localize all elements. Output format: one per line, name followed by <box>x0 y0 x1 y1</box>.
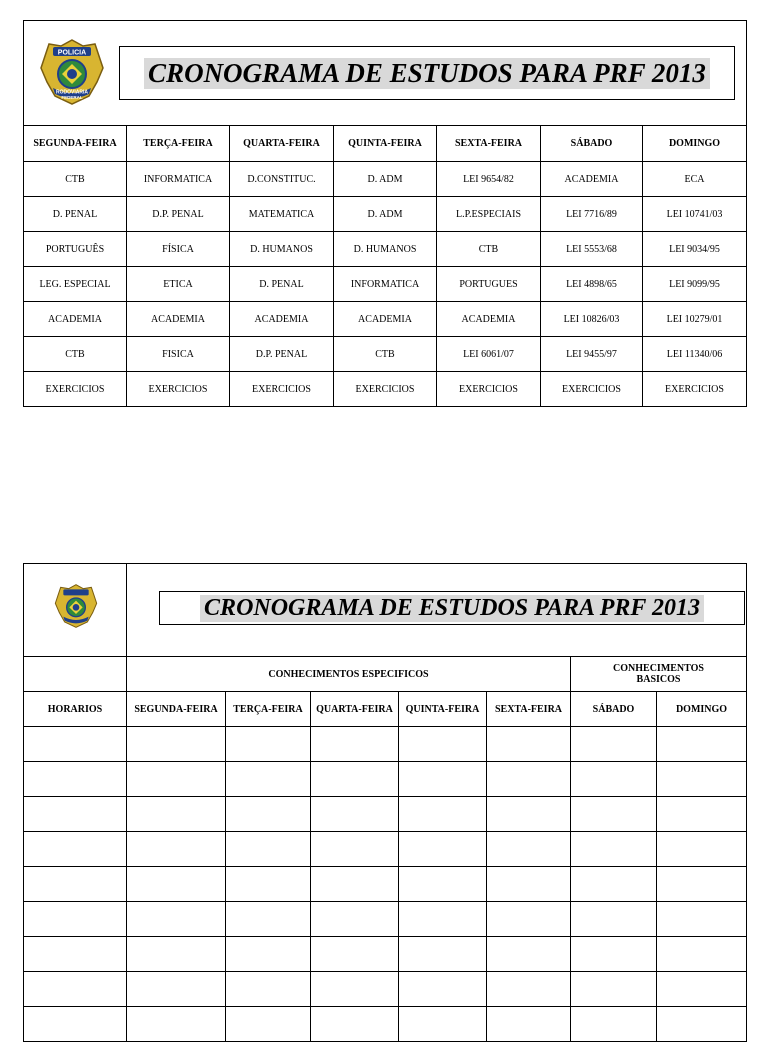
empty-cell[interactable] <box>571 1007 657 1042</box>
subject-cell: INFORMATICA <box>127 162 230 197</box>
subject-cell: LEI 9654/82 <box>437 162 541 197</box>
empty-cell[interactable] <box>399 832 487 867</box>
subject-cell: LEI 6061/07 <box>437 337 541 372</box>
empty-cell[interactable] <box>127 1007 226 1042</box>
empty-cell[interactable] <box>657 727 747 762</box>
schedule-table-2 <box>23 563 747 1042</box>
day-header: QUINTA-FEIRA <box>399 692 487 727</box>
subject-cell: D. ADM <box>334 197 437 232</box>
empty-cell[interactable] <box>657 972 747 1007</box>
subject-cell: LEG. ESPECIAL <box>24 267 127 302</box>
subject-cell: ACADEMIA <box>437 302 541 337</box>
section-specific: CONHECIMENTOS ESPECIFICOS <box>127 657 571 692</box>
day-header: TERÇA-FEIRA <box>226 692 311 727</box>
day-header: DOMINGO <box>657 692 747 727</box>
subject-cell: ACADEMIA <box>541 162 643 197</box>
day-header: DOMINGO <box>643 126 747 162</box>
subject-cell: LEI 9099/95 <box>643 267 747 302</box>
empty-cell[interactable] <box>399 727 487 762</box>
empty-cell[interactable] <box>487 902 571 937</box>
badge-bottom2-text: FEDERAL <box>61 95 83 100</box>
day-header: TERÇA-FEIRA <box>127 126 230 162</box>
empty-cell[interactable] <box>487 762 571 797</box>
table-row <box>24 797 747 832</box>
table-row <box>24 1007 747 1042</box>
empty-cell[interactable] <box>571 937 657 972</box>
empty-cell[interactable] <box>226 1007 311 1042</box>
day-header: SEGUNDA-FEIRA <box>24 126 127 162</box>
subject-cell: CTB <box>24 162 127 197</box>
empty-cell[interactable] <box>24 727 127 762</box>
table-row <box>24 937 747 972</box>
empty-cell[interactable] <box>571 832 657 867</box>
day-header: QUARTA-FEIRA <box>230 126 334 162</box>
prf-badge-icon <box>39 38 105 106</box>
subject-cell: CTB <box>334 337 437 372</box>
empty-cell[interactable] <box>657 1007 747 1042</box>
subject-cell: ACADEMIA <box>127 302 230 337</box>
empty-cell[interactable] <box>127 972 226 1007</box>
subject-cell: D. PENAL <box>24 197 127 232</box>
subject-cell: D. HUMANOS <box>230 232 334 267</box>
day-header: SEXTA-FEIRA <box>437 126 541 162</box>
empty-cell[interactable] <box>399 1007 487 1042</box>
subject-cell: EXERCICIOS <box>643 372 747 407</box>
empty-cell[interactable] <box>226 727 311 762</box>
table-row <box>24 972 747 1007</box>
subject-cell: LEI 10279/01 <box>643 302 747 337</box>
subject-cell: EXERCICIOS <box>334 372 437 407</box>
empty-cell[interactable] <box>311 1007 399 1042</box>
empty-cell[interactable] <box>226 902 311 937</box>
empty-cell[interactable] <box>24 832 127 867</box>
subject-cell: LEI 5553/68 <box>541 232 643 267</box>
empty-cell[interactable] <box>226 797 311 832</box>
subject-cell: D.P. PENAL <box>230 337 334 372</box>
subject-cell: LEI 10741/03 <box>643 197 747 232</box>
empty-cell[interactable] <box>487 797 571 832</box>
empty-cell[interactable] <box>24 972 127 1007</box>
empty-cell[interactable] <box>24 1007 127 1042</box>
empty-cell[interactable] <box>399 972 487 1007</box>
table-row <box>24 867 747 902</box>
empty-cell[interactable] <box>487 1007 571 1042</box>
empty-cell[interactable] <box>487 937 571 972</box>
table-row <box>24 372 747 407</box>
empty-cell[interactable] <box>24 937 127 972</box>
subject-cell: PORTUGUÊS <box>24 232 127 267</box>
empty-cell[interactable] <box>657 797 747 832</box>
day-header: SEGUNDA-FEIRA <box>127 692 226 727</box>
empty-cell[interactable] <box>127 727 226 762</box>
subject-cell: D. PENAL <box>230 267 334 302</box>
day-header: SEXTA-FEIRA <box>487 692 571 727</box>
empty-cell[interactable] <box>226 762 311 797</box>
subject-cell: CTB <box>437 232 541 267</box>
empty-cell[interactable] <box>127 832 226 867</box>
empty-cell[interactable] <box>311 832 399 867</box>
schedule-table-1 <box>23 20 747 407</box>
subject-cell: LEI 9034/95 <box>643 232 747 267</box>
empty-cell[interactable] <box>399 762 487 797</box>
subject-cell: PORTUGUES <box>437 267 541 302</box>
empty-cell[interactable] <box>311 937 399 972</box>
subject-cell: LEI 4898/65 <box>541 267 643 302</box>
subject-cell: INFORMATICA <box>334 267 437 302</box>
empty-cell[interactable] <box>657 762 747 797</box>
table-row <box>24 267 747 302</box>
badge-top-text: POLICIA <box>57 49 87 57</box>
section-header-row <box>24 657 747 692</box>
subject-cell: D. HUMANOS <box>334 232 437 267</box>
subject-cell: D.CONSTITUC. <box>230 162 334 197</box>
page-title: CRONOGRAMA DE ESTUDOS PARA PRF 2013 <box>144 58 710 89</box>
empty-cell[interactable] <box>226 832 311 867</box>
day-header: SÁBADO <box>571 692 657 727</box>
empty-cell[interactable] <box>127 867 226 902</box>
subject-cell: EXERCICIOS <box>230 372 334 407</box>
empty-cell[interactable] <box>226 867 311 902</box>
table-row <box>24 832 747 867</box>
subject-cell: CTB <box>24 337 127 372</box>
empty-cell[interactable] <box>226 937 311 972</box>
empty-cell[interactable] <box>657 867 747 902</box>
subject-cell: EXERCICIOS <box>541 372 643 407</box>
day-header-row <box>24 692 747 727</box>
empty-cell[interactable] <box>311 797 399 832</box>
subject-cell: ACADEMIA <box>334 302 437 337</box>
empty-cell[interactable] <box>657 937 747 972</box>
subject-cell: LEI 7716/89 <box>541 197 643 232</box>
title-box <box>159 591 745 625</box>
title-cell <box>127 564 747 657</box>
subject-cell: LEI 11340/06 <box>643 337 747 372</box>
day-header: HORARIOS <box>24 692 127 727</box>
subject-cell: L.P.ESPECIAIS <box>437 197 541 232</box>
subject-cell: EXERCICIOS <box>127 372 230 407</box>
empty-cell[interactable] <box>487 832 571 867</box>
empty-cell[interactable] <box>399 797 487 832</box>
empty-cell[interactable] <box>311 902 399 937</box>
empty-cell[interactable] <box>571 727 657 762</box>
empty-cell[interactable] <box>24 902 127 937</box>
empty-cell[interactable] <box>571 797 657 832</box>
subject-cell: FISICA <box>127 337 230 372</box>
subject-cell: LEI 10826/03 <box>541 302 643 337</box>
empty-cell[interactable] <box>127 797 226 832</box>
subject-cell: FÍSICA <box>127 232 230 267</box>
empty-cell[interactable] <box>571 867 657 902</box>
table-row <box>24 727 747 762</box>
empty-cell[interactable] <box>24 762 127 797</box>
empty-cell[interactable] <box>24 797 127 832</box>
empty-cell[interactable] <box>311 762 399 797</box>
subject-cell: MATEMATICA <box>230 197 334 232</box>
empty-cell[interactable] <box>571 762 657 797</box>
logo-cell <box>24 564 127 657</box>
empty-cell[interactable] <box>399 937 487 972</box>
day-header: QUINTA-FEIRA <box>334 126 437 162</box>
day-header-row <box>24 126 747 162</box>
empty-cell[interactable] <box>399 902 487 937</box>
table-row <box>24 302 747 337</box>
empty-cell[interactable] <box>24 867 127 902</box>
table-row <box>24 337 747 372</box>
subject-cell: EXERCICIOS <box>437 372 541 407</box>
section-basic: CONHECIMENTOS BASICOS <box>571 657 747 692</box>
table-row <box>24 762 747 797</box>
day-header: SÁBADO <box>541 126 643 162</box>
empty-cell[interactable] <box>657 832 747 867</box>
prf-badge-icon <box>54 582 98 630</box>
subject-cell: D.P. PENAL <box>127 197 230 232</box>
empty-cell[interactable] <box>487 727 571 762</box>
empty-cell[interactable] <box>127 902 226 937</box>
empty-cell[interactable] <box>399 867 487 902</box>
empty-cell[interactable] <box>571 972 657 1007</box>
empty-cell[interactable] <box>127 762 226 797</box>
table-row <box>24 162 747 197</box>
empty-cell[interactable] <box>487 867 571 902</box>
empty-cell[interactable] <box>487 972 571 1007</box>
subject-cell: ETICA <box>127 267 230 302</box>
empty-cell[interactable] <box>311 972 399 1007</box>
empty-cell[interactable] <box>311 727 399 762</box>
empty-cell[interactable] <box>226 972 311 1007</box>
empty-cell[interactable] <box>311 867 399 902</box>
empty-cell[interactable] <box>657 902 747 937</box>
day-header: QUARTA-FEIRA <box>311 692 399 727</box>
subject-cell: ECA <box>643 162 747 197</box>
subject-cell: D. ADM <box>334 162 437 197</box>
page-title: CRONOGRAMA DE ESTUDOS PARA PRF 2013 <box>200 595 704 622</box>
title-box <box>119 46 735 100</box>
subject-cell: EXERCICIOS <box>24 372 127 407</box>
subject-cell: ACADEMIA <box>24 302 127 337</box>
table-row <box>24 197 747 232</box>
empty-cell[interactable] <box>571 902 657 937</box>
title-cell <box>24 21 747 126</box>
blank-cell <box>24 657 127 692</box>
empty-cell[interactable] <box>127 937 226 972</box>
table-row <box>24 902 747 937</box>
table-row <box>24 232 747 267</box>
subject-cell: ACADEMIA <box>230 302 334 337</box>
badge-bottom-text: RODOVIARIA <box>56 89 88 96</box>
subject-cell: LEI 9455/97 <box>541 337 643 372</box>
